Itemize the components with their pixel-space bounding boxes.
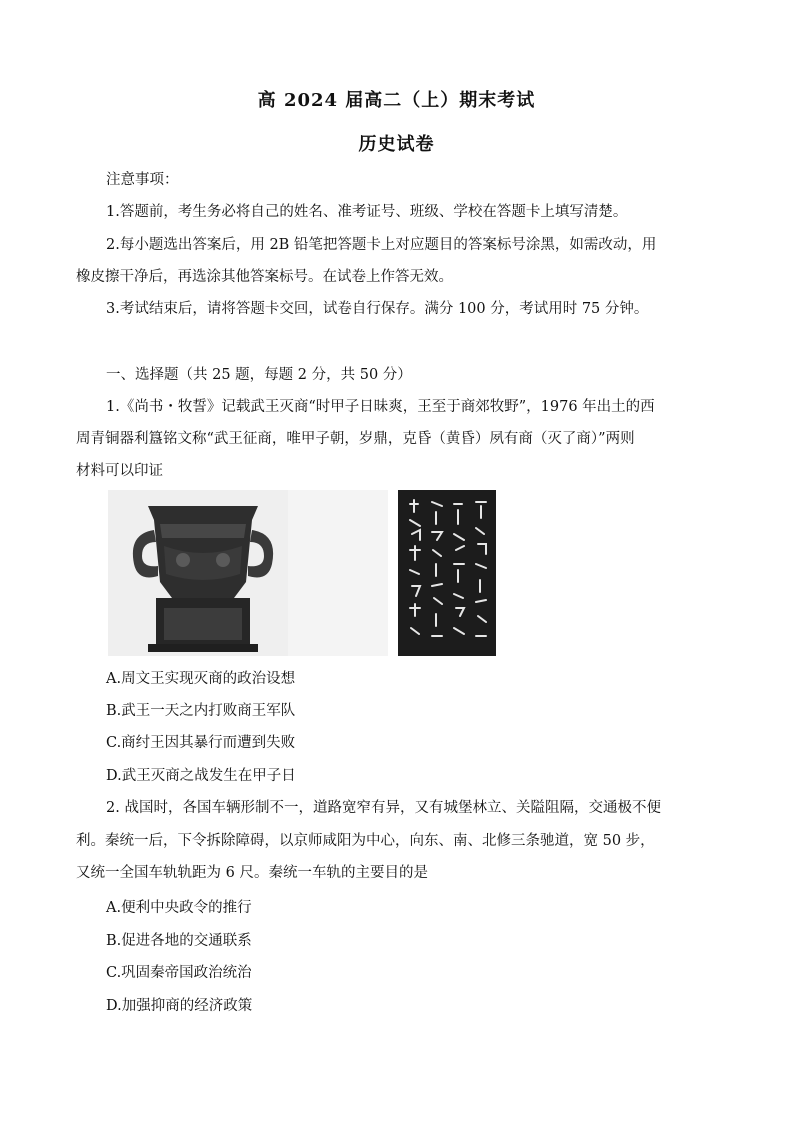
notice-item: 橡皮擦干净后，再选涂其他答案标号。在试卷上作答无效。	[76, 269, 453, 285]
question-stem: 材料可以印证	[76, 463, 163, 479]
question-stem: 1.《尚书・牧誓》记载武王灭商“时甲子日昧爽，王至于商郊牧野”，1976 年出土的西	[106, 399, 655, 415]
notice-item: 3.考试结束后，请将答题卡交回，试卷自行保存。满分 100 分，考试用时 75 分钟。	[106, 301, 649, 317]
answer-option: D.加强抑商的经济政策	[106, 998, 253, 1014]
answer-option: A.周文王实现灭商的政治设想	[106, 671, 296, 687]
answer-option: B.促进各地的交通联系	[106, 933, 252, 949]
notice-item: 2.每小题选出答案后，用 2B 铅笔把答题卡上对应题目的答案标号涂黑，如需改动，用	[106, 237, 657, 253]
question-stem: 又统一全国车轨轨距为 6 尺。秦统一车轨的主要目的是	[76, 865, 428, 881]
notice-heading: 注意事项：	[106, 172, 179, 188]
li-gui-figure	[108, 490, 388, 656]
question-stem: 利。秦统一后，下令拆除障碍，以京师咸阳为中心，向东、南、北修三条驰道，宽 50 步，	[76, 833, 655, 849]
exam-subject: 历史试卷	[358, 134, 435, 155]
answer-option: C.巩固秦帝国政治统治	[106, 965, 252, 981]
notice-item: 1.答题前，考生务必将自己的姓名、准考证号、班级、学校在答题卡上填写清楚。	[106, 204, 628, 220]
answer-option: A.便利中央政令的推行	[106, 900, 252, 916]
question-stem: 周青铜器利簋铭文称“武王征商，唯甲子朝，岁鼎，克昏（黄昏）夙有商（灭了商）”两则	[76, 431, 635, 447]
bronze-vessel-image	[108, 490, 288, 656]
inscription-rubbing-image	[398, 490, 496, 656]
section-heading: 一、选择题（共 25 题，每题 2 分，共 50 分）	[106, 367, 412, 383]
question-stem: 2. 战国时，各国车辆形制不一，道路宽窄有异，又有城堡林立、关隘阻隔，交通极不便	[106, 800, 661, 816]
answer-option: B.武王一天之内打败商王军队	[106, 703, 296, 719]
exam-title: 高 2024 届高二（上）期末考试	[257, 90, 536, 111]
answer-option: D.武王灭商之战发生在甲子日	[106, 768, 296, 784]
answer-option: C.商纣王因其暴行而遭到失败	[106, 735, 296, 751]
